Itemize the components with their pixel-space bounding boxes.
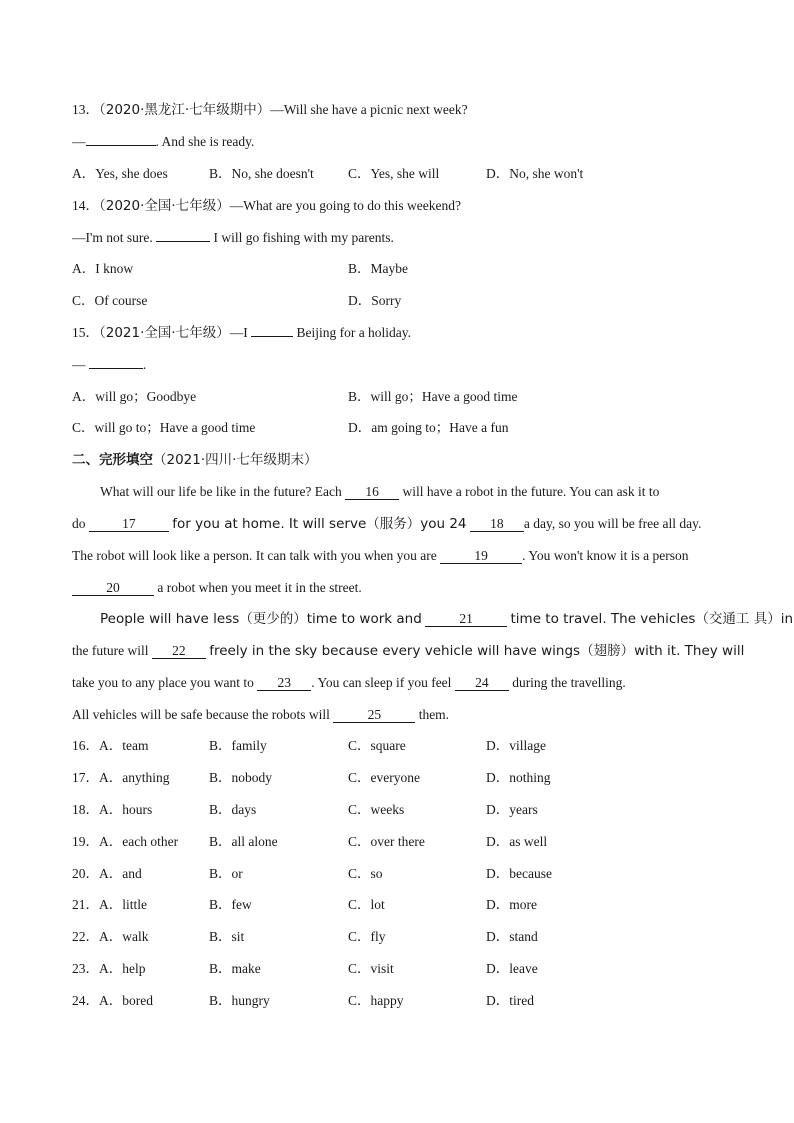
q16-option-c[interactable]: C．square: [348, 738, 406, 753]
q14-option-a[interactable]: A．I know: [72, 261, 134, 276]
q20-option-d[interactable]: D．because: [486, 866, 552, 881]
q15-stem: 15．（2021·全国·七年级）—I Beijing for a holiday.: [72, 325, 412, 341]
q20-option-c[interactable]: C．so: [348, 866, 383, 881]
passage-line-2: do 17 for you at home. It will serve（服务）you 24 18 a day, so you will be free all day.: [72, 516, 702, 532]
q13-stem: [72, 101, 468, 119]
q22-option-d[interactable]: D．stand: [486, 929, 538, 944]
q21-option-a[interactable]: A．little: [99, 897, 147, 912]
q13-option-b[interactable]: B．No, she doesn't: [209, 166, 314, 181]
q18-option-a[interactable]: A．hours: [99, 802, 153, 817]
q22-option-a[interactable]: A．walk: [99, 929, 149, 944]
q23-option-d[interactable]: D．leave: [486, 961, 538, 976]
passage-line-4: 20 a robot when you meet it in the street.: [72, 579, 362, 597]
passage-line-3: The robot will look like a person. It can talk with you when you are 19 . You won't know it is a person: [72, 548, 689, 563]
q13-option-c[interactable]: C．Yes, she will: [348, 166, 440, 181]
q16-option-b[interactable]: B．family: [209, 738, 267, 753]
q22-option-b[interactable]: B．sit: [209, 929, 245, 944]
q17-option-a[interactable]: A．anything: [99, 770, 170, 785]
q14-option-c[interactable]: C．Of course: [72, 293, 148, 308]
q15-option-d[interactable]: D．am going to；Have a fun: [348, 420, 509, 435]
q23-option-c[interactable]: C．visit: [348, 961, 394, 976]
blank-24[interactable]: 24: [455, 676, 509, 691]
q15-response: — .: [72, 357, 147, 372]
q13-option-d[interactable]: D．No, she won't: [486, 166, 584, 181]
q14-option-b[interactable]: B．Maybe: [348, 261, 408, 276]
q20-number: 20．A．and: [72, 866, 142, 881]
q24-option-c[interactable]: C．happy: [348, 993, 404, 1008]
q21-option-b[interactable]: B．few: [209, 897, 252, 912]
q14-option-d[interactable]: D．Sorry: [348, 293, 402, 308]
q17-option-d[interactable]: D．nothing: [486, 770, 551, 785]
q13-source: （2020·黑龙江·七年级期中）: [99, 102, 271, 118]
q13-option-a[interactable]: A．Yes, she does: [72, 166, 168, 181]
q15-option-c[interactable]: C．will go to；Have a good time: [72, 420, 256, 435]
q20-option-b[interactable]: B．or: [209, 866, 243, 881]
passage-line-5: People will have less（更少的）time to work and 21 time to travel. The vehicles（交通工 具）in: [100, 611, 794, 627]
section-title: 二、完形填空: [72, 452, 153, 468]
q18-option-c[interactable]: C．weeks: [348, 802, 405, 817]
q15-source: （2021·全国·七年级）: [99, 325, 230, 341]
blank-19[interactable]: 19: [440, 549, 522, 564]
q15-blank-2: [89, 368, 143, 369]
q23-option-a[interactable]: A．help: [99, 961, 146, 976]
q21-option-c[interactable]: C．lot: [348, 897, 385, 912]
blank-21[interactable]: 21: [425, 612, 507, 627]
q13-blank: [86, 145, 156, 146]
q19-option-d[interactable]: D．as well: [486, 834, 548, 849]
q16-option-a[interactable]: A．team: [99, 738, 149, 753]
blank-20[interactable]: 20: [72, 581, 154, 596]
q15-option-a[interactable]: A．will go；Goodbye: [72, 389, 197, 404]
q17-number: 17．A．anything: [72, 770, 170, 785]
q24-option-d[interactable]: D．tired: [486, 993, 534, 1008]
section-source: （2021·四川·七年级期末）: [153, 452, 318, 468]
q13-number: 13．: [72, 102, 99, 117]
q19-number: 19．A．each other: [72, 834, 179, 849]
q18-number: 18．A．hours: [72, 802, 153, 817]
q15-option-b[interactable]: B．will go；Have a good time: [348, 389, 518, 404]
passage-line-8: All vehicles will be safe because the robots will 25 them.: [72, 707, 450, 722]
blank-23[interactable]: 23: [257, 676, 311, 691]
q19-option-c[interactable]: C．over there: [348, 834, 425, 849]
q23-option-b[interactable]: B．make: [209, 961, 261, 976]
q22-option-c[interactable]: C．fly: [348, 929, 386, 944]
blank-18[interactable]: 18: [470, 517, 524, 532]
q14-stem: 14．（2020·全国·七年级）—What are you going to do this weekend?: [72, 198, 462, 214]
q19-option-b[interactable]: B．all alone: [209, 834, 278, 849]
q14-blank: [156, 241, 210, 242]
q15-blank-1: [251, 336, 293, 337]
blank-16[interactable]: 16: [345, 485, 399, 500]
q24-option-a[interactable]: A．bored: [99, 993, 153, 1008]
q14-response: —I'm not sure. I will go fishing with my parents.: [72, 230, 394, 245]
q16-number: 16．A．team: [72, 738, 149, 753]
q14-source: （2020·全国·七年级）: [99, 198, 230, 214]
passage-line-1: What will our life be like in the future? Each 16 will have a robot in the future. You can ask it to: [100, 484, 660, 499]
q24-option-b[interactable]: B．hungry: [209, 993, 270, 1008]
q24-number: 24．A．bored: [72, 993, 153, 1008]
passage-line-7: take you to any place you want to 23 . You can sleep if you feel 24 during the travelling.: [72, 675, 626, 690]
q19-option-a[interactable]: A．each other: [99, 834, 179, 849]
q13-response: — . And she is ready.: [72, 134, 255, 149]
blank-17[interactable]: 17: [89, 517, 169, 532]
q23-number: 23．A．help: [72, 961, 146, 976]
q13-text: —Will she have a picnic next week?: [270, 102, 468, 117]
passage-line-6: the future will 22 freely in the sky because every vehicle will have wings（翅膀）with it. They will: [72, 643, 745, 659]
q20-option-a[interactable]: A．and: [99, 866, 142, 881]
q18-option-d[interactable]: D．years: [486, 802, 538, 817]
blank-22[interactable]: 22: [152, 644, 206, 659]
q21-number: 21．A．little: [72, 897, 147, 912]
blank-25[interactable]: 25: [333, 708, 415, 723]
q17-option-c[interactable]: C．everyone: [348, 770, 420, 785]
section-heading: [72, 451, 317, 469]
q16-option-d[interactable]: D．village: [486, 738, 546, 753]
q17-option-b[interactable]: B．nobody: [209, 770, 273, 785]
q21-option-d[interactable]: D．more: [486, 897, 537, 912]
q22-number: 22．A．walk: [72, 929, 149, 944]
q18-option-b[interactable]: B．days: [209, 802, 257, 817]
